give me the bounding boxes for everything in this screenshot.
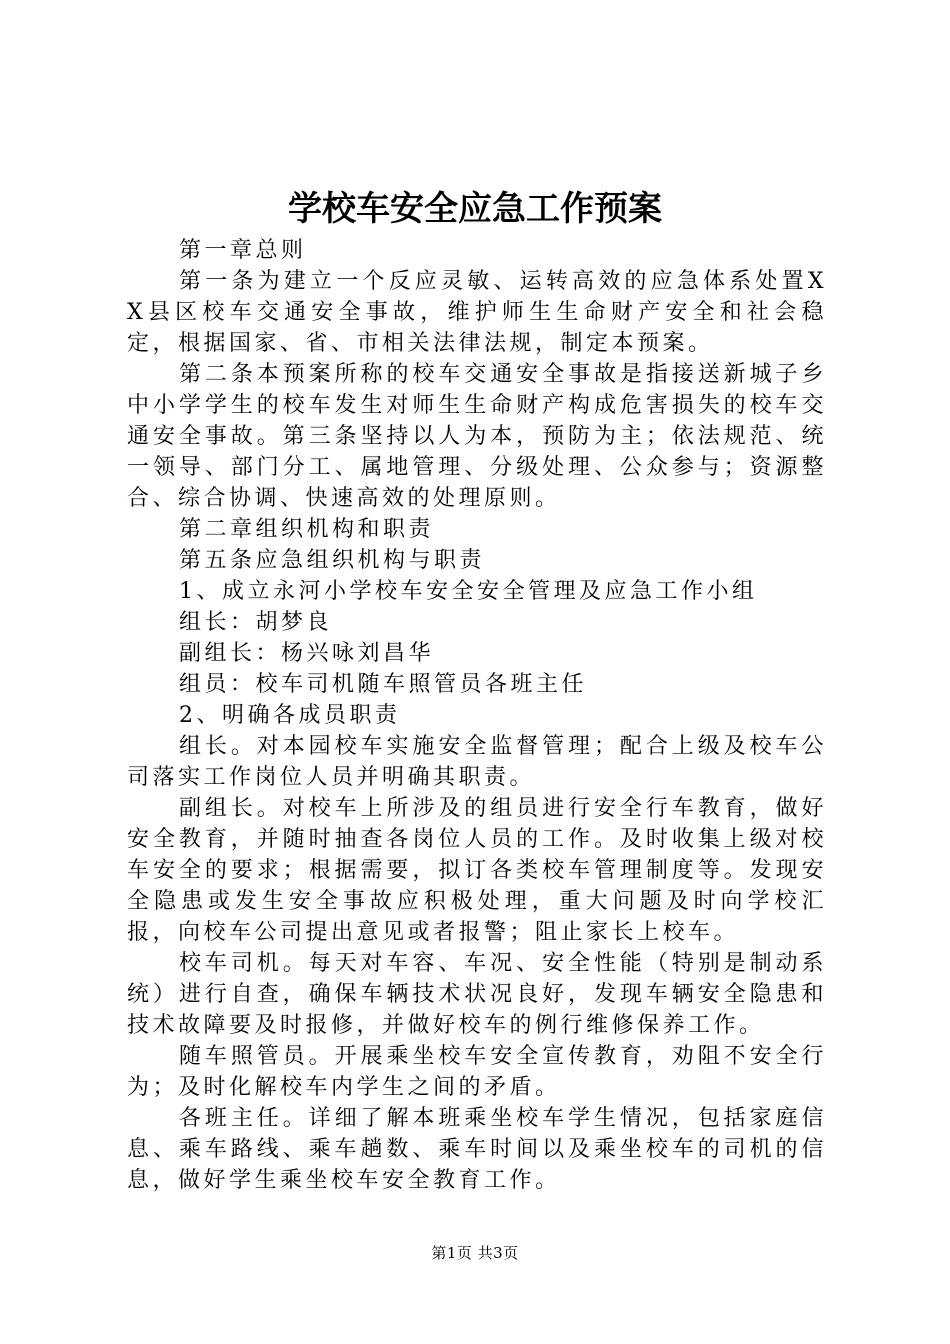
document-title: 学校车安全应急工作预案 <box>288 189 662 229</box>
list-item: 2、明确各成员职责 <box>179 703 401 728</box>
list-item: 1、成立永河小学校车安全安全管理及应急工作小组 <box>179 579 758 604</box>
body-paragraph: 组长。对本园校车实施安全监督管理；配合上级及校车公司落实工作岗位人员并明确其职责。 <box>127 734 827 790</box>
deputy-leader-line: 副组长：杨兴咏刘昌华 <box>179 641 435 666</box>
team-leader-line: 组长：胡梦良 <box>179 610 333 635</box>
body-paragraph: 随车照管员。开展乘坐校车安全宣传教育，劝阻不安全行为；及时化解校车内学生之间的矛盾。 <box>127 1044 827 1100</box>
section-heading: 第五条应急组织机构与职责 <box>179 548 486 573</box>
members-line: 组员：校车司机随车照管员各班主任 <box>179 672 588 697</box>
body-paragraph: 第一条为建立一个反应灵敏、运转高效的应急体系处置XX县区校车交通安全事故，维护师生生命财产安全和社会稳定，根据国家、省、市相关法律法规，制定本预案。 <box>127 269 827 356</box>
chapter-heading: 第一章总则 <box>179 238 307 263</box>
body-paragraph: 第二条本预案所称的校车交通安全事故是指接送新城子乡中小学学生的校车发生对师生生命财产构成危害损失的校车交通安全事故。第三条坚持以人为本，预防为主；依法规范、统一领导、部门分工、属地管理、分级处理、公众参与；资源整合、综合协调、快速高效的处理原则。 <box>127 362 827 511</box>
body-paragraph: 副组长。对校车上所涉及的组员进行安全行车教育，做好安全教育，并随时抽查各岗位人员的工作。及时收集上级对校车安全的要求；根据需要，拟订各类校车管理制度等。发现安全隐患或发生安全事故应积极处理，重大问题及时向学校汇报，向校车公司提出意见或者报警；阻止家长上校车。 <box>127 796 827 945</box>
body-paragraph: 各班主任。详细了解本班乘坐校车学生情况，包括家庭信息、乘车路线、乘车趟数、乘车时间以及乘坐校车的司机的信息，做好学生乘坐校车安全教育工作。 <box>127 1106 827 1193</box>
body-paragraph: 校车司机。每天对车容、车况、安全性能（特别是制动系统）进行自查，确保车辆技术状况良好，发现车辆安全隐患和技术故障要及时报修，并做好校车的例行维修保养工作。 <box>127 951 827 1038</box>
document-body <box>127 235 827 1196</box>
page-footer: 第1页 共3页 <box>431 1244 519 1262</box>
chapter-heading: 第二章组织机构和职责 <box>179 517 435 542</box>
